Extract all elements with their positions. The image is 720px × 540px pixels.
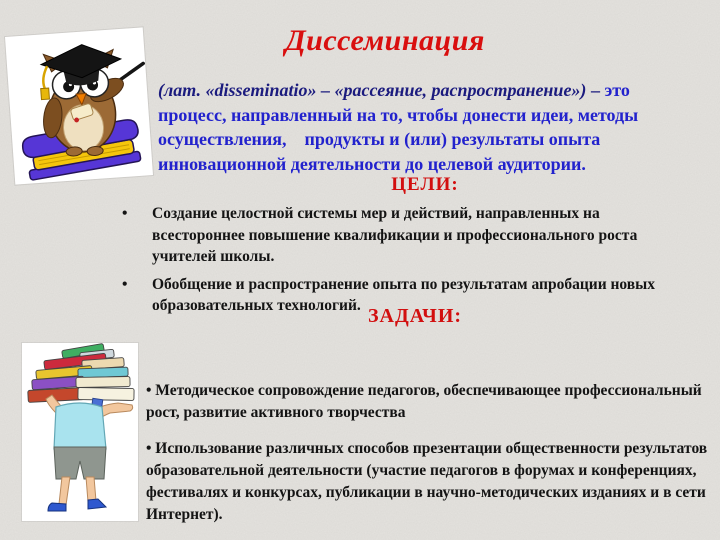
- bullet-icon: •: [122, 275, 128, 293]
- goal-item-text: Создание целостной системы мер и действий, направленных на всестороннее повышение квалификации и профессионального роста учителей школы.: [152, 205, 638, 265]
- goals-heading: ЦЕЛИ:: [391, 174, 459, 195]
- person-carrying-books-drawing: [22, 343, 138, 521]
- task-paragraph: • Использование различных способов презентации общественности результатов образовательной деятельности (участие педагогов в форумах и конференциях, фестивалях и конкурсах, публикации в научно-методических изданиях и в сети Интернет).: [146, 440, 708, 523]
- definition-paragraph: [158, 78, 718, 176]
- definition-latin-text: (лат. «disseminatio» – «рассеяние, распространение»): [158, 80, 587, 100]
- definition-body-line: инновационной деятельности до целевой аудитории.: [158, 153, 586, 174]
- slide-title: Диссеминация: [285, 24, 485, 57]
- definition-highlight-word: это: [604, 80, 630, 100]
- person-carrying-books-illustration: [22, 343, 138, 521]
- goal-item-text: Обобщение и распространение опыта по результатам апробации новых образовательных технологий.: [152, 275, 656, 314]
- book-stack-icon: [28, 343, 134, 402]
- owl-graduate-illustration: [5, 27, 153, 184]
- task-paragraph: • Методическое сопровождение педагогов, обеспечивающее профессиональный рост, развитие активного творчества: [146, 382, 702, 421]
- definition-dash: –: [586, 80, 605, 100]
- definition-body-line: осуществления, продукты и (или) результаты опыта: [158, 129, 601, 149]
- definition-body-line: процесс, направленный на то, чтобы донести идеи, методы: [158, 104, 639, 125]
- tasks-heading: ЗАДАЧИ:: [367, 305, 463, 327]
- goal-list-item: [120, 203, 665, 268]
- person-icon: [46, 395, 133, 511]
- bullet-icon: •: [122, 205, 128, 222]
- owl-graduate-drawing: [5, 27, 153, 184]
- definition-line-1: [158, 78, 718, 103]
